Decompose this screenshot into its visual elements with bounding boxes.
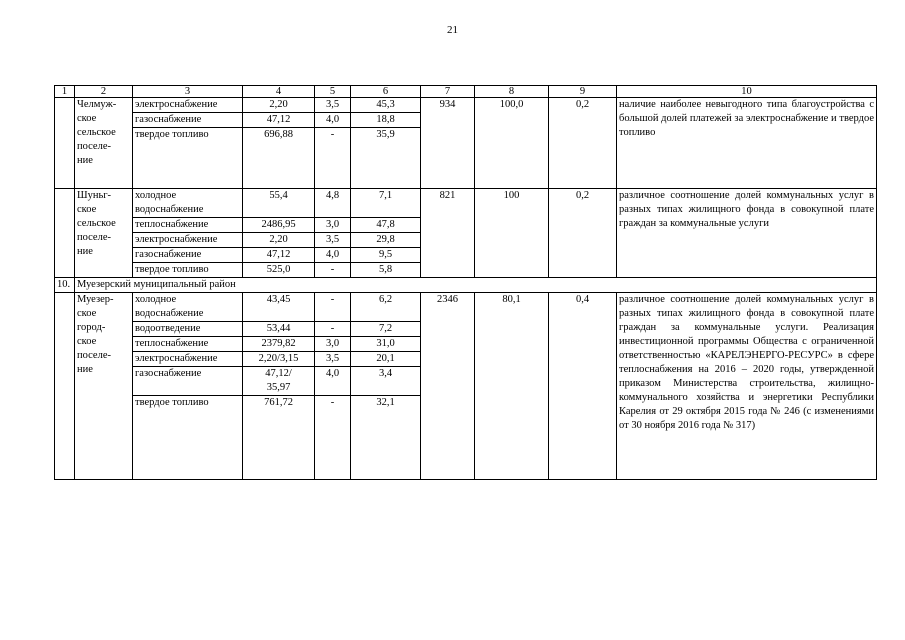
- service-name: теплоснабжение: [133, 337, 243, 352]
- service-name: газоснабжение: [133, 248, 243, 263]
- note-text: различное соотношение долей коммунальных услуг в разных типах жилищного фонда в совокупной плате граждан за коммунальные услуги. Реализация инвестиционной программы Общества с ограниченной ответственностью «КАРЕЛЭНЕРГО-РЕСУРС» в сфере теплоснабжения на 2016 – 2020 годы, утвержденной приказом Министерства строительства, жилищно-коммунального хозяйства и энергетики Республики Карелия от 29 октября 2015 года № 246 (с изменениями от 30 ноября 2016 года № 317): [617, 293, 877, 480]
- district-number: 10.: [55, 278, 75, 293]
- service-name: электроснабжение: [133, 352, 243, 367]
- value-col5: 4,0: [315, 113, 351, 128]
- value-col8: 100: [475, 189, 549, 278]
- value-col4: 2486,95: [243, 218, 315, 233]
- value-col4: 47,12: [243, 248, 315, 263]
- value-col4: 696,88: [243, 128, 315, 189]
- column-number: 5: [315, 86, 351, 98]
- table-row: [55, 293, 877, 322]
- value-col5: 4,8: [315, 189, 351, 218]
- value-col6: 32,1: [351, 396, 421, 480]
- settlement-name: Шуньг- ское сельское поселе- ние: [75, 189, 133, 278]
- value-col6: 20,1: [351, 352, 421, 367]
- value-col5: -: [315, 263, 351, 278]
- service-name: газоснабжение: [133, 367, 243, 396]
- row-number-cell: [55, 189, 75, 278]
- value-col4: 53,44: [243, 322, 315, 337]
- value-col8: 80,1: [475, 293, 549, 480]
- value-col6: 7,1: [351, 189, 421, 218]
- value-col9: 0,2: [549, 98, 617, 189]
- column-number: 10: [617, 86, 877, 98]
- value-col9: 0,4: [549, 293, 617, 480]
- service-name: твердое топливо: [133, 396, 243, 480]
- value-col4: 43,45: [243, 293, 315, 322]
- value-col6: 35,9: [351, 128, 421, 189]
- value-col5: 3,0: [315, 337, 351, 352]
- note-text: наличие наиболее невыгодного типа благоустройства с большой долей платежей за электроснабжение и твердое топливо: [617, 98, 877, 189]
- value-col9: 0,2: [549, 189, 617, 278]
- column-number: 9: [549, 86, 617, 98]
- district-name: Муезерский муниципальный район: [75, 278, 877, 293]
- settlement-name: Муезер- ское город- ское поселе- ние: [75, 293, 133, 480]
- service-name: холодное водоснабжение: [133, 293, 243, 322]
- value-col6: 9,5: [351, 248, 421, 263]
- table-body: [55, 86, 877, 480]
- value-col6: 3,4: [351, 367, 421, 396]
- value-col7: 821: [421, 189, 475, 278]
- column-number: 1: [55, 86, 75, 98]
- value-col5: 3,5: [315, 352, 351, 367]
- value-col5: -: [315, 293, 351, 322]
- value-col4: 55,4: [243, 189, 315, 218]
- column-number-row: [55, 86, 877, 98]
- value-col6: 29,8: [351, 233, 421, 248]
- column-number: 7: [421, 86, 475, 98]
- value-col6: 6,2: [351, 293, 421, 322]
- page-number: 21: [447, 24, 458, 36]
- row-number-cell: [55, 98, 75, 189]
- column-number: 2: [75, 86, 133, 98]
- value-col8: 100,0: [475, 98, 549, 189]
- value-col4: 47,12/ 35,97: [243, 367, 315, 396]
- table-row: [55, 98, 877, 113]
- column-number: 8: [475, 86, 549, 98]
- service-name: газоснабжение: [133, 113, 243, 128]
- value-col4: 761,72: [243, 396, 315, 480]
- value-col5: -: [315, 128, 351, 189]
- value-col4: 2379,82: [243, 337, 315, 352]
- value-col5: 4,0: [315, 248, 351, 263]
- value-col4: 2,20: [243, 233, 315, 248]
- service-name: твердое топливо: [133, 128, 243, 189]
- row-number-cell: [55, 293, 75, 480]
- value-col5: 3,5: [315, 98, 351, 113]
- service-name: водоотведение: [133, 322, 243, 337]
- value-col6: 31,0: [351, 337, 421, 352]
- value-col4: 2,20/3,15: [243, 352, 315, 367]
- value-col4: 2,20: [243, 98, 315, 113]
- column-number: 4: [243, 86, 315, 98]
- column-number: 6: [351, 86, 421, 98]
- value-col7: 934: [421, 98, 475, 189]
- service-name: электроснабжение: [133, 233, 243, 248]
- tariff-table: [54, 85, 877, 480]
- value-col7: 2346: [421, 293, 475, 480]
- settlement-name: Челмуж- ское сельское поселе- ние: [75, 98, 133, 189]
- value-col4: 525,0: [243, 263, 315, 278]
- service-name: теплоснабжение: [133, 218, 243, 233]
- value-col6: 18,8: [351, 113, 421, 128]
- service-name: твердое топливо: [133, 263, 243, 278]
- note-text: различное соотношение долей коммунальных услуг в разных типах жилищного фонда в совокупной плате граждан за коммунальные услуги: [617, 189, 877, 278]
- value-col5: 3,0: [315, 218, 351, 233]
- value-col5: -: [315, 322, 351, 337]
- table-row: [55, 189, 877, 218]
- service-name: электроснабжение: [133, 98, 243, 113]
- value-col6: 7,2: [351, 322, 421, 337]
- value-col5: -: [315, 396, 351, 480]
- column-number: 3: [133, 86, 243, 98]
- value-col6: 47,8: [351, 218, 421, 233]
- value-col5: 4,0: [315, 367, 351, 396]
- value-col5: 3,5: [315, 233, 351, 248]
- service-name: холодное водоснабжение: [133, 189, 243, 218]
- value-col6: 5,8: [351, 263, 421, 278]
- value-col4: 47,12: [243, 113, 315, 128]
- value-col6: 45,3: [351, 98, 421, 113]
- district-row: [55, 278, 877, 293]
